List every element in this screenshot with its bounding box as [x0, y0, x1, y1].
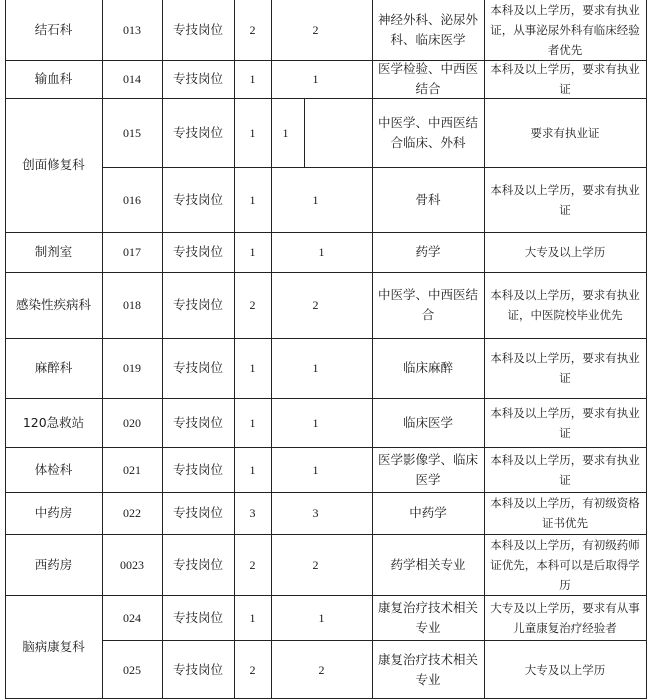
department-cell: 中药房 — [34, 505, 73, 520]
headcount-cell: 1 — [249, 192, 256, 207]
major-cell: 药学相关专业 — [390, 556, 466, 572]
sub-count-cell: 1 — [312, 361, 319, 375]
major-cell: 药学 — [415, 244, 441, 259]
department-cell: 脑病康复科 — [22, 639, 85, 654]
headcount-cell: 2 — [249, 23, 256, 37]
requirement-cell: 本科及以上学历，要求有执业证 — [490, 351, 640, 385]
requirement-cell: 要求有执业证 — [530, 125, 600, 140]
headcount-cell: 1 — [249, 361, 256, 375]
sub-count-cell: 2 — [312, 23, 319, 37]
department-cell: 制剂室 — [34, 244, 73, 259]
sub-count-cell: 2 — [318, 662, 325, 677]
headcount-cell: 1 — [249, 125, 256, 140]
requirement-cell: 大专及以上学历，要求有从事儿童康复治疗经验者 — [490, 600, 640, 635]
post-code-cell: 025 — [123, 662, 141, 677]
column-divider — [304, 98, 305, 167]
sub-count-cell: 1 — [312, 72, 319, 86]
sub-count-cell: 1 — [312, 192, 319, 207]
major-cell: 康复治疗技术相关专业 — [377, 599, 478, 635]
requirement-cell: 本科及以上学历，要求有执业证，中医院校毕业优先 — [490, 288, 640, 322]
requirement-cell: 大专及以上学历 — [524, 662, 606, 677]
post-type-cell: 专技岗位 — [172, 71, 223, 86]
headcount-cell: 1 — [249, 415, 256, 430]
department-cell: 体检科 — [34, 461, 73, 477]
department-cell: 麻醉科 — [34, 360, 73, 375]
post-code-cell: 022 — [123, 506, 141, 520]
major-cell: 中医学、中西医结合临床、外科 — [377, 114, 478, 150]
post-type-cell: 专技岗位 — [172, 191, 223, 207]
post-code-cell: 019 — [123, 361, 141, 375]
requirement-cell: 本科及以上学历，要求有执业证 — [490, 452, 640, 487]
department-cell: 创面修复科 — [22, 157, 85, 172]
major-cell: 骨科 — [415, 191, 441, 207]
department-cell: 结石科 — [34, 22, 73, 37]
headcount-cell: 1 — [249, 610, 256, 625]
post-type-cell: 专技岗位 — [172, 124, 223, 140]
post-code-cell: 018 — [123, 298, 141, 312]
requirement-cell: 本科及以上学历，要求有执业证，从事泌尿外科有临床经验者优先 — [490, 3, 640, 57]
sub-count-cell: 1 — [318, 245, 325, 259]
headcount-cell: 2 — [249, 662, 256, 677]
sub-count-cell: 1 — [312, 462, 319, 477]
post-type-cell: 专技岗位 — [172, 297, 223, 312]
post-type-cell: 专技岗位 — [172, 461, 223, 477]
post-type-cell: 专技岗位 — [172, 22, 223, 37]
major-cell: 临床医学 — [402, 414, 453, 430]
post-type-cell: 专技岗位 — [172, 556, 223, 572]
headcount-cell: 1 — [249, 462, 256, 477]
requirement-cell: 本科及以上学历，要求有执业证 — [490, 182, 640, 217]
post-type-cell: 专技岗位 — [172, 360, 223, 375]
department-cell: 西药房 — [34, 556, 73, 572]
major-cell: 中药学 — [409, 505, 447, 520]
requirement-cell: 本科及以上学历，要求有执业证 — [490, 405, 640, 440]
post-code-cell: 024 — [123, 610, 141, 625]
post-code-cell: 015 — [123, 125, 141, 140]
post-code-cell: 021 — [123, 462, 141, 477]
post-code-cell: 016 — [123, 192, 141, 207]
major-cell: 神经外科、泌尿外科、临床医学 — [377, 12, 478, 47]
post-code-cell: 013 — [123, 23, 141, 37]
post-code-cell: 020 — [123, 415, 141, 430]
headcount-cell: 2 — [249, 298, 256, 312]
department-cell: 感染性疾病科 — [15, 297, 91, 312]
requirement-cell: 本科及以上学历，有初级资格证书优先 — [490, 496, 640, 530]
post-type-cell: 专技岗位 — [172, 414, 223, 430]
sub-count-cell: 2 — [312, 557, 319, 572]
sub-count-cell: 1 — [318, 610, 325, 625]
department-cell: 120急救站 — [22, 414, 85, 430]
major-cell: 临床麻醉 — [402, 360, 453, 375]
sub-count-cell: 3 — [312, 506, 319, 520]
sub-count-cell: 1 — [282, 125, 289, 140]
post-type-cell: 专技岗位 — [172, 244, 223, 259]
major-cell: 医学检验、中西医结合 — [377, 61, 478, 96]
headcount-cell: 2 — [249, 557, 256, 572]
post-code-cell: 017 — [123, 245, 141, 259]
sub-count-cell: 1 — [312, 415, 319, 430]
post-type-cell: 专技岗位 — [172, 609, 223, 625]
requirement-cell: 本科及以上学历，要求有执业证 — [490, 62, 640, 96]
headcount-cell: 1 — [249, 72, 256, 86]
requirement-cell: 大专及以上学历 — [524, 245, 606, 259]
requirement-cell: 本科及以上学历，有初级药师证优先，本科可以是后取得学历 — [490, 537, 640, 592]
sub-count-cell: 2 — [312, 298, 319, 312]
post-code-cell: 014 — [123, 72, 141, 86]
major-cell: 医学影像学、临床医学 — [377, 451, 478, 487]
major-cell: 康复治疗技术相关专业 — [377, 651, 478, 687]
post-type-cell: 专技岗位 — [172, 505, 223, 520]
post-type-cell: 专技岗位 — [172, 661, 223, 677]
major-cell: 中医学、中西医结合 — [377, 287, 478, 322]
department-cell: 输血科 — [34, 71, 73, 86]
headcount-cell: 3 — [249, 506, 256, 520]
headcount-cell: 1 — [249, 245, 256, 259]
post-code-cell: 0023 — [120, 557, 144, 572]
